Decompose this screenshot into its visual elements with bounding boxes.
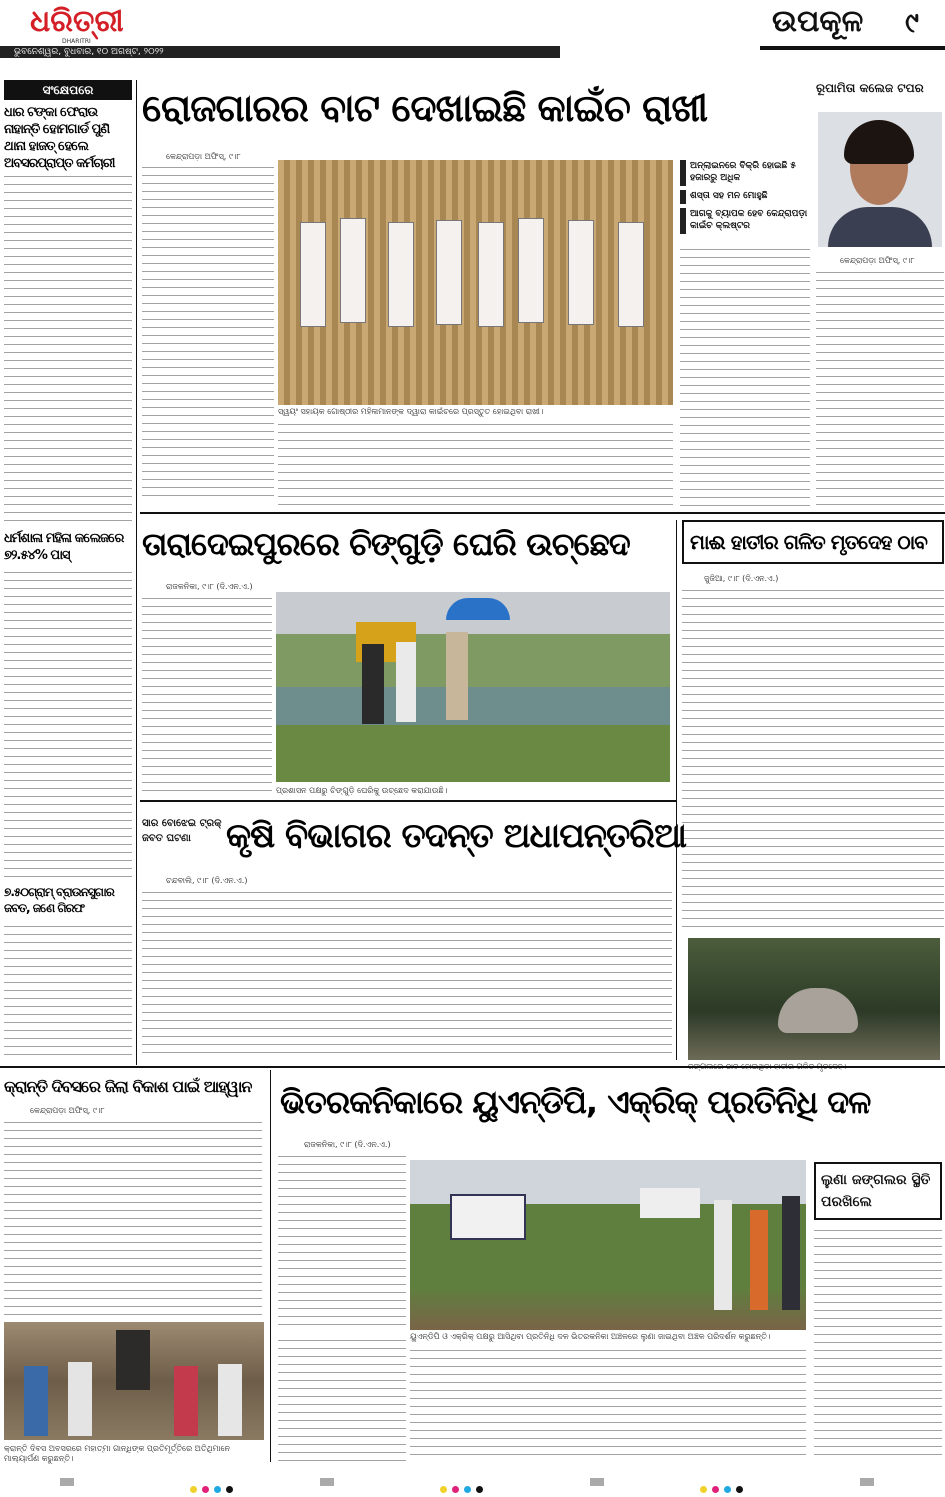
rakhi-card — [388, 222, 414, 327]
person — [782, 1196, 800, 1310]
story6-byline: ରାଜକନିକା, ୯।୮ (ଦି.ଏନ.ଏ.) — [304, 1140, 391, 1149]
story6-body-col1b — [278, 1336, 406, 1462]
cmyk-dots — [440, 1478, 483, 1497]
rakhi-card — [340, 218, 366, 323]
person — [396, 642, 416, 722]
story6-body-col1 — [278, 1152, 406, 1332]
left-headline-1: ଧାର ଟଙ୍କା ଫେରାଉ ନାହାନ୍ତି ହୋମଗାର୍ଡ ପୁଣି ଥାନା ହାଜତ୍ ହେଲେ ଅବସରପ୍ରାପ୍ତ କର୍ମଚାରୀ — [4, 105, 115, 171]
person — [218, 1364, 242, 1436]
logo: ଧରିତ୍ରୀ — [30, 4, 124, 39]
vehicle — [640, 1188, 700, 1218]
highlights-box — [680, 160, 810, 240]
story4-byline: ଚନ୍ଦବାଲି, ୯।୮ (ଦି.ଏନ.ଏ.) — [166, 876, 248, 885]
person — [750, 1210, 768, 1310]
cmyk-dots — [700, 1478, 743, 1497]
hair — [844, 120, 914, 164]
rakhi-card — [518, 218, 544, 323]
left-body-3 — [4, 922, 132, 1062]
right-top-body — [816, 268, 944, 508]
story5-caption: କ୍ରାନ୍ତି ଦିବସ ଅବସରରେ ମହାତ୍ମା ଗାନ୍ଧିଙ୍କ ପ୍ରତିମୂର୍ତ୍ତିରେ ଅତିଥିମାନେ ମାଲ୍ୟାର୍ପଣ କରୁଛନ୍ତି। — [4, 1444, 230, 1463]
rakhi-card — [300, 222, 326, 327]
topper-photo — [818, 112, 942, 247]
person — [174, 1366, 198, 1436]
rakhi-card — [436, 220, 462, 325]
divider — [140, 800, 676, 802]
story3-body — [682, 586, 944, 931]
main-byline: କେନ୍ଦ୍ରାପଡ଼ା ଅଫିସ୍, ୯।୮ — [166, 152, 241, 161]
story2-byline: ରାଜକନିକା, ୯।୮ (ଦି.ଏନ.ଏ.) — [166, 582, 253, 591]
umbrella — [446, 598, 510, 620]
left-body-2 — [4, 568, 132, 878]
col-divider — [676, 520, 677, 1060]
rakhi-card — [568, 220, 594, 325]
main-headline: ରୋଜଗାରର ବାଟ ଦେଖାଇଛି କାଇଁଚ ରାଖୀ — [142, 86, 708, 130]
left-headline-3: ୭.୫୦ଗ୍ରାମ୍ ବ୍ରାଉନସୁଗାର ଜବତ, ଜଣେ ଗିରଫ — [4, 885, 114, 915]
elephant-photo — [688, 938, 940, 1060]
story3-byline: ଜୁଜିଆ, ୯।୮ (ଦି.ଏନ.ଏ.) — [704, 574, 779, 583]
story5-headline: କ୍ରାନ୍ତି ଦିବସରେ ଜିଲା ବିକାଶ ପାଇଁ ଆହ୍ୱାନ — [4, 1077, 252, 1096]
story5-byline: କେନ୍ଦ୍ରାପଡ଼ା ଅଫିସ୍, ୯।୮ — [30, 1106, 105, 1115]
grey-patch — [320, 1478, 334, 1486]
registration-bar — [0, 1472, 945, 1492]
shrimp-pond-photo — [276, 592, 670, 782]
grey-patch — [860, 1478, 874, 1486]
person — [24, 1366, 48, 1436]
logo-sub: DHARITRI — [62, 38, 91, 45]
grey-patch — [60, 1478, 74, 1486]
right-top-byline: କେନ୍ଦ୍ରାପଡ଼ା ଅଫିସ୍, ୯।୮ — [840, 256, 915, 265]
person — [68, 1362, 92, 1436]
story6-body-col4 — [814, 1226, 942, 1462]
elephant-carcass — [778, 988, 858, 1033]
person — [714, 1200, 732, 1310]
main-body-col3 — [680, 245, 810, 507]
rakhi-photo-caption: ସ୍ୱୟଂ ସହାୟକ ଗୋଷ୍ଠୀର ମହିଳାମାନଙ୍କ ଦ୍ୱାରା କାଇଁଚରେ ପ୍ରସ୍ତୁତ ହୋଇଥିବା ରାଖୀ। — [278, 407, 673, 417]
main-body-col1 — [142, 163, 274, 503]
brief-tag: ସଂକ୍ଷେପରେ — [4, 80, 132, 100]
story4-kicker: ସାର ବୋଝେଇ ଟ୍ରକ୍ ଜବତ ଘଟଣା — [142, 818, 222, 844]
story2-headline: ତାରାଦେଇପୁରରେ ଚିଙ୍ଗୁଡ଼ି ଘେରି ଉଚ୍ଛେଦ — [142, 525, 630, 563]
rakhi-card — [478, 222, 504, 327]
grey-patch — [590, 1478, 604, 1486]
person — [446, 632, 468, 720]
story6-body-col2 — [410, 1346, 806, 1462]
right-top-headline: ରୂପାମିତା କଲେଜ ଟପର — [816, 81, 924, 95]
cmyk-dots — [190, 1478, 233, 1497]
story2-caption: ପ୍ରଶାସନ ପକ୍ଷରୁ ଚିଙ୍ଗୁଡ଼ି ଘେରିକୁ ଉଚ୍ଛେଦ କରାଯାଉଛି। — [276, 786, 448, 795]
highlight-item: ଆଗକୁ ବ୍ୟାପକ ହେବ କେନ୍ଦ୍ରାପଡ଼ା କାଇଁଚ କ୍ଲଷ୍ଟର — [680, 208, 810, 234]
dateline: ଭୁବନେଶ୍ୱର, ବୁଧବାର, ୧୦ ଅଗଷ୍ଟ, ୨୦୨୨ — [14, 47, 164, 57]
shoulders — [828, 207, 932, 247]
section-title: ଉପକୂଳ — [772, 4, 864, 39]
masthead — [0, 0, 945, 62]
highlight-item: ଅନ୍‌ଲାଇନରେ ବିକ୍ରି ହୋଇଛି ୫ ହଜାରରୁ ଅଧିକ — [680, 160, 810, 186]
left-headline-2: ଧର୍ମଶାଳା ମହିଳା କଲେଜରେ ୭୨.୫୪% ପାସ୍ — [4, 531, 124, 563]
divider — [680, 512, 945, 514]
story4-body — [142, 888, 672, 1060]
story4-headline: କୃଷି ବିଭାଗର ତଦନ୍ତ ଅଧାପନ୍ତରିଆ — [226, 816, 686, 856]
highlight-item: ଶସ୍ତା ସହ ମନ ମୋହୁଛି — [680, 190, 810, 204]
sidebox: ଲୁଣା ଜଙ୍ଗଲର ସ୍ଥିତି ପରଖିଲେ — [814, 1162, 942, 1220]
section-underline — [760, 46, 945, 50]
main-body-col2 — [278, 412, 673, 507]
story2-body — [142, 594, 272, 794]
left-col-divider — [136, 80, 137, 1065]
divider — [140, 512, 680, 514]
story6-caption: ୟୁଏନ୍‌ଡିପି ଓ ଏକ୍ରିକ୍ ପକ୍ଷରୁ ଆସିଥିବା ପ୍ରତିନିଧି ଦଳ ଭିତରକନିକା ଅଞ୍ଚଳରେ ଲୁଣା ଜାଇଥିବା ଅଞ୍ଚଳ ପରିଦର୍ଶନ କରୁଛନ୍ତି। — [410, 1332, 771, 1341]
left-body-1 — [4, 172, 132, 522]
unep-photo — [410, 1160, 806, 1330]
rakhi-photo — [278, 160, 673, 405]
person — [362, 644, 384, 724]
col-divider — [270, 1070, 271, 1462]
kranti-photo — [4, 1322, 264, 1440]
gandhi-statue — [116, 1330, 150, 1390]
rakhi-card — [618, 222, 644, 327]
divider — [0, 1066, 945, 1068]
story6-headline: ଭିତରକନିକାରେ ୟୁଏନ୍‌ଡିପି, ଏକ୍ରିକ୍ ପ୍ରତିନିଧି ଦଳ — [280, 1083, 871, 1121]
story3-headline: ମାଈ ହାତୀର ଗଳିତ ମୃତଦେହ ଠାବ — [690, 530, 927, 554]
signboard — [450, 1194, 526, 1240]
page-number: ୯ — [905, 6, 919, 39]
story5-body — [4, 1118, 262, 1318]
